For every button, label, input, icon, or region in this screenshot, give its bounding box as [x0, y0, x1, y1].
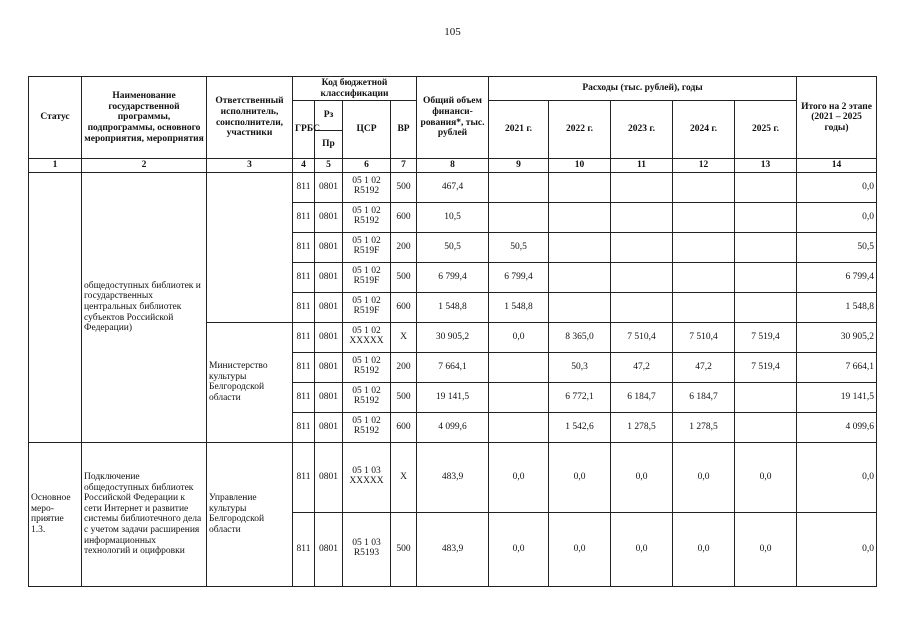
vr-cell: 200	[391, 232, 417, 262]
activity-name: общедоступных библиотек и государственных центральных библиотек субъектов Российской Федерации)	[82, 172, 207, 442]
y2024-cell	[673, 172, 735, 202]
y2025-cell: 7 519,4	[735, 322, 797, 352]
y2022-cell: 0,0	[549, 442, 611, 512]
grbs-cell: 811	[293, 292, 315, 322]
grbs-cell: 811	[293, 262, 315, 292]
y2023-cell: 0,0	[611, 442, 673, 512]
total-cell: 1 548,8	[417, 292, 489, 322]
header-2024: 2024 г.	[673, 101, 735, 159]
y2021-cell: 6 799,4	[489, 262, 549, 292]
grbs-cell: 811	[293, 512, 315, 586]
y2025-cell	[735, 382, 797, 412]
total-cell: 483,9	[417, 512, 489, 586]
vr-cell: 500	[391, 512, 417, 586]
index-cell: 13	[735, 159, 797, 173]
y2022-cell	[549, 202, 611, 232]
rz-cell: 0801	[315, 322, 343, 352]
index-cell: 12	[673, 159, 735, 173]
csr-cell: 05 1 02 XXXXX	[343, 322, 391, 352]
y2021-cell	[489, 202, 549, 232]
y2024-cell	[673, 292, 735, 322]
y2024-cell: 6 184,7	[673, 382, 735, 412]
y2021-cell: 0,0	[489, 442, 549, 512]
index-row	[29, 159, 877, 173]
y2025-cell	[735, 262, 797, 292]
grbs-cell: 811	[293, 352, 315, 382]
y2025-cell	[735, 412, 797, 442]
header-2022: 2022 г.	[549, 101, 611, 159]
y2021-cell: 0,0	[489, 512, 549, 586]
header-grbs: ГРБС	[293, 101, 315, 159]
header-rz: Рз	[315, 101, 343, 131]
y2022-cell: 8 365,0	[549, 322, 611, 352]
itogo-cell: 0,0	[797, 512, 877, 586]
rz-cell: 0801	[315, 512, 343, 586]
vr-cell: 500	[391, 172, 417, 202]
index-cell: 3	[207, 159, 293, 173]
y2024-cell: 1 278,5	[673, 412, 735, 442]
itogo-cell: 4 099,6	[797, 412, 877, 442]
y2024-cell	[673, 232, 735, 262]
rz-cell: 0801	[315, 262, 343, 292]
y2021-cell	[489, 352, 549, 382]
y2023-cell	[611, 292, 673, 322]
index-cell: 10	[549, 159, 611, 173]
y2023-cell: 0,0	[611, 512, 673, 586]
index-cell: 2	[82, 159, 207, 173]
y2023-cell	[611, 232, 673, 262]
index-cell: 6	[343, 159, 391, 173]
total-cell: 483,9	[417, 442, 489, 512]
responsible-cell: Министерство культуры Белгородской области	[207, 322, 293, 442]
index-cell: 14	[797, 159, 877, 173]
header-itogo: Итого на 2 этапе (2021 – 2025 годы)	[797, 77, 877, 159]
index-cell: 7	[391, 159, 417, 173]
total-cell: 30 905,2	[417, 322, 489, 352]
vr-cell: 600	[391, 202, 417, 232]
y2024-cell	[673, 202, 735, 232]
grbs-cell: 811	[293, 442, 315, 512]
header-expenses: Расходы (тыс. рублей), годы	[489, 77, 797, 101]
rz-cell: 0801	[315, 292, 343, 322]
rz-cell: 0801	[315, 412, 343, 442]
csr-cell: 05 1 02 R519F	[343, 262, 391, 292]
y2025-cell	[735, 292, 797, 322]
index-cell: 4	[293, 159, 315, 173]
rz-cell: 0801	[315, 442, 343, 512]
itogo-cell: 7 664,1	[797, 352, 877, 382]
index-cell: 1	[29, 159, 82, 173]
y2021-cell	[489, 412, 549, 442]
y2022-cell: 1 542,6	[549, 412, 611, 442]
y2024-cell: 7 510,4	[673, 322, 735, 352]
index-cell: 9	[489, 159, 549, 173]
y2025-cell	[735, 202, 797, 232]
header-2023: 2023 г.	[611, 101, 673, 159]
csr-cell: 05 1 03 R5193	[343, 512, 391, 586]
y2023-cell: 6 184,7	[611, 382, 673, 412]
csr-cell: 05 1 03 XXXXX	[343, 442, 391, 512]
csr-cell: 05 1 02 R519F	[343, 292, 391, 322]
status-cell	[29, 172, 82, 442]
csr-cell: 05 1 02 R5192	[343, 352, 391, 382]
y2025-cell: 0,0	[735, 442, 797, 512]
table-row	[29, 442, 877, 512]
y2022-cell: 6 772,1	[549, 382, 611, 412]
header-responsible: Ответственный исполнитель, соисполнители, участники	[207, 77, 293, 159]
status-cell: Основное меро-приятие 1.3.	[29, 442, 82, 586]
header-2021: 2021 г.	[489, 101, 549, 159]
y2024-cell: 0,0	[673, 512, 735, 586]
itogo-cell: 0,0	[797, 172, 877, 202]
csr-cell: 05 1 02 R5192	[343, 172, 391, 202]
itogo-cell: 6 799,4	[797, 262, 877, 292]
y2021-cell: 50,5	[489, 232, 549, 262]
y2022-cell	[549, 232, 611, 262]
csr-cell: 05 1 02 R5192	[343, 382, 391, 412]
itogo-cell: 0,0	[797, 442, 877, 512]
grbs-cell: 811	[293, 322, 315, 352]
vr-cell: X	[391, 442, 417, 512]
y2023-cell	[611, 262, 673, 292]
y2024-cell	[673, 262, 735, 292]
vr-cell: 600	[391, 412, 417, 442]
table-row	[29, 172, 877, 202]
total-cell: 50,5	[417, 232, 489, 262]
grbs-cell: 811	[293, 232, 315, 262]
y2022-cell	[549, 172, 611, 202]
total-cell: 467,4	[417, 172, 489, 202]
index-cell: 11	[611, 159, 673, 173]
total-cell: 10,5	[417, 202, 489, 232]
y2023-cell: 1 278,5	[611, 412, 673, 442]
header-status: Статус	[29, 77, 82, 159]
grbs-cell: 811	[293, 172, 315, 202]
y2023-cell	[611, 202, 673, 232]
y2021-cell: 0,0	[489, 322, 549, 352]
y2025-cell: 7 519,4	[735, 352, 797, 382]
y2021-cell	[489, 172, 549, 202]
y2022-cell	[549, 262, 611, 292]
vr-cell: 200	[391, 352, 417, 382]
responsible-cell: Управление культуры Белгородской области	[207, 442, 293, 586]
rz-cell: 0801	[315, 232, 343, 262]
header-name: Наименование государственной программы, подпрограммы, основного мероприятия, мероприятия	[82, 77, 207, 159]
grbs-cell: 811	[293, 202, 315, 232]
header-csr: ЦСР	[343, 101, 391, 159]
budget-table	[28, 76, 877, 587]
y2023-cell: 47,2	[611, 352, 673, 382]
grbs-cell: 811	[293, 382, 315, 412]
total-cell: 19 141,5	[417, 382, 489, 412]
header-2025: 2025 г.	[735, 101, 797, 159]
responsible-cell	[207, 172, 293, 322]
y2021-cell: 1 548,8	[489, 292, 549, 322]
rz-cell: 0801	[315, 172, 343, 202]
y2021-cell	[489, 382, 549, 412]
header-vr: ВР	[391, 101, 417, 159]
itogo-cell: 0,0	[797, 202, 877, 232]
csr-cell: 05 1 02 R5192	[343, 412, 391, 442]
y2025-cell	[735, 172, 797, 202]
csr-cell: 05 1 02 R5192	[343, 202, 391, 232]
total-cell: 4 099,6	[417, 412, 489, 442]
y2025-cell: 0,0	[735, 512, 797, 586]
y2024-cell: 0,0	[673, 442, 735, 512]
header-pr: Пр	[315, 131, 343, 159]
total-cell: 7 664,1	[417, 352, 489, 382]
csr-cell: 05 1 02 R519F	[343, 232, 391, 262]
itogo-cell: 50,5	[797, 232, 877, 262]
y2022-cell: 0,0	[549, 512, 611, 586]
vr-cell: 500	[391, 262, 417, 292]
index-cell: 8	[417, 159, 489, 173]
y2022-cell	[549, 292, 611, 322]
vr-cell: 600	[391, 292, 417, 322]
itogo-cell: 30 905,2	[797, 322, 877, 352]
y2022-cell: 50,3	[549, 352, 611, 382]
rz-cell: 0801	[315, 382, 343, 412]
y2025-cell	[735, 232, 797, 262]
rz-cell: 0801	[315, 202, 343, 232]
itogo-cell: 19 141,5	[797, 382, 877, 412]
page-number: 105	[444, 26, 461, 38]
header-total: Общий объем финанси-рования*, тыс. рублей	[417, 77, 489, 159]
vr-cell: X	[391, 322, 417, 352]
y2023-cell: 7 510,4	[611, 322, 673, 352]
y2024-cell: 47,2	[673, 352, 735, 382]
y2023-cell	[611, 172, 673, 202]
grbs-cell: 811	[293, 412, 315, 442]
index-cell: 5	[315, 159, 343, 173]
total-cell: 6 799,4	[417, 262, 489, 292]
rz-cell: 0801	[315, 352, 343, 382]
activity-name: Подключение общедоступных библиотек Российской Федерации к сети Интернет и развитие системы библиотечного дела с учетом задачи расширения информационных технологий и оцифровки	[82, 442, 207, 586]
vr-cell: 500	[391, 382, 417, 412]
itogo-cell: 1 548,8	[797, 292, 877, 322]
header-row-1	[29, 77, 877, 101]
header-budget-code: Код бюджетной классификации	[293, 77, 417, 101]
